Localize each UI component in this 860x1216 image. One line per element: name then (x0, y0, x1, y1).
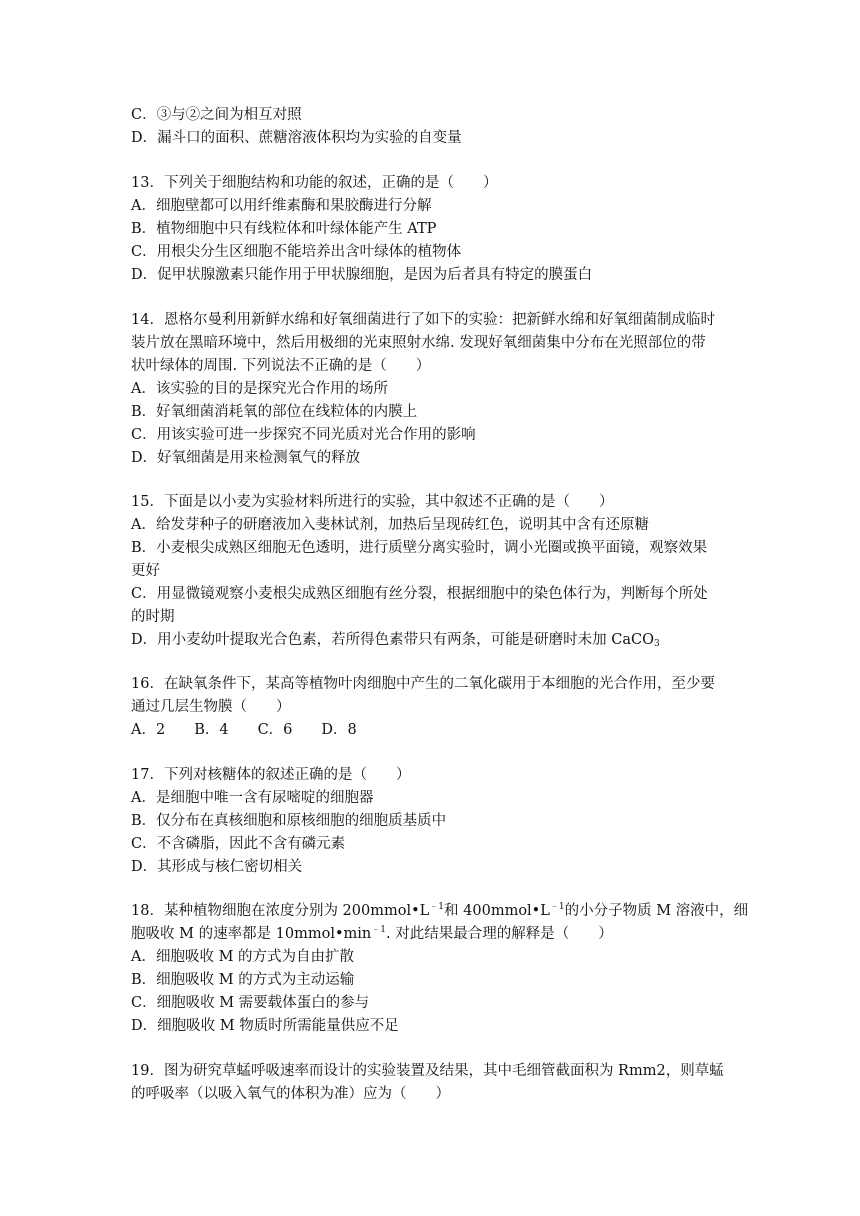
q14-option-a: A．该实验的目的是探究光合作用的场所 (131, 381, 388, 397)
q19-stem-line1: 19．图为研究草蜢呼吸速率而设计的实验装置及结果，其中毛细管截面积为 Rmm2，则草蜢 (131, 1063, 724, 1079)
q18-stem-line1 (131, 900, 748, 922)
q15-option-a: A．给发芽种子的研磨液加入斐林试剂，加热后呈现砖红色，说明其中含有还原糖 (131, 517, 649, 533)
q17-option-b: B．仅分布在真核细胞和原核细胞的细胞质基质中 (131, 813, 447, 829)
q16-stem-line1: 16．在缺氧条件下，某高等植物叶肉细胞中产生的二氧化碳用于本细胞的光合作用，至少要 (131, 676, 715, 692)
q13-option-c: C．用根尖分生区细胞不能培养出含叶绿体的植物体 (131, 244, 462, 260)
q18-option-a: A．细胞吸收 M 的方式为自由扩散 (131, 949, 355, 965)
q13-option-b: B．植物细胞中只有线粒体和叶绿体能产生 ATP (131, 221, 437, 237)
q18-text-3: 的小分子物质 M 溶液中，细 (564, 903, 749, 919)
q15-option-d-text: D．用小麦幼叶提取光合色素，若所得色素带只有两条，可能是研磨时未加 CaCO (131, 632, 654, 648)
q14-option-b: B．好氧细菌消耗氧的部位在线粒体的内膜上 (131, 404, 418, 420)
q15-option-b-line2: 更好 (131, 563, 160, 579)
q15-option-c-line1: C．用显微镜观察小麦根尖成熟区细胞有丝分裂，根据细胞中的染色体行为，判断每个所处 (131, 586, 708, 602)
q18-text-1: 18．某种植物细胞在浓度分别为 200mmol•L (131, 903, 430, 919)
q17-stem: 17．下列对核糖体的叙述正确的是（ ） (131, 767, 411, 783)
q17-option-c: C．不含磷脂，因此不含有磷元素 (131, 836, 346, 852)
q15-option-b-line1: B．小麦根尖成熟区细胞无色透明，进行质壁分离实验时，调小光圈或换平面镜，观察效果 (131, 540, 708, 556)
q15-option-d (131, 629, 660, 651)
q15-option-d-subscript: 3 (653, 639, 660, 649)
q13-option-a: A．细胞壁都可以用纤维素酶和果胶酶进行分解 (131, 198, 432, 214)
q18-sup-3: ﹣1 (371, 925, 387, 935)
q17-option-d: D．其形成与核仁密切相关 (131, 859, 303, 875)
q18-text-2: 和 400mmol•L (444, 903, 550, 919)
q18-option-b: B．细胞吸收 M 的方式为主动运输 (131, 972, 355, 988)
q14-option-c: C．用该实验可进一步探究不同光质对光合作用的影响 (131, 427, 476, 443)
q19-stem-line2: 的呼吸率（以吸入氧气的体积为准）应为（ ） (131, 1086, 450, 1102)
q13-stem: 13．下列关于细胞结构和功能的叙述，正确的是（ ） (131, 175, 498, 191)
q18-text-4: 胞吸收 M 的速率都是 10mmol•min (131, 926, 372, 942)
q14-stem-line1: 14．恩格尔曼利用新鲜水绵和好氧细菌进行了如下的实验：把新鲜水绵和好氧细菌制成临时 (131, 312, 715, 328)
q14-stem-line2: 装片放在黑暗环境中，然后用极细的光束照射水绵. 发现好氧细菌集中分布在光照部位的带 (131, 335, 706, 351)
q18-sup-1: ﹣1 (429, 902, 445, 912)
prev-option-c: C．③与②之间为相互对照 (131, 107, 302, 123)
q18-text-5: . 对此结果最合理的解释是（ ） (386, 926, 613, 942)
q17-option-a: A．是细胞中唯一含有尿嘧啶的细胞器 (131, 790, 374, 806)
q16-stem-line2: 通过几层生物膜（ ） (131, 699, 291, 715)
q13-option-d: D．促甲状腺激素只能作用于甲状腺细胞，是因为后者具有特定的膜蛋白 (131, 267, 593, 283)
q18-stem-line2 (131, 923, 613, 945)
q14-option-d: D．好氧细菌是用来检测氧气的释放 (131, 450, 361, 466)
q14-stem-line3: 状叶绿体的周围. 下列说法不正确的是（ ） (131, 358, 431, 374)
q18-option-d: D．细胞吸收 M 物质时所需能量供应不足 (131, 1018, 399, 1034)
q15-option-c-line2: 的时期 (131, 609, 175, 625)
q15-stem: 15．下面是以小麦为实验材料所进行的实验，其中叙述不正确的是（ ） (131, 494, 614, 510)
prev-option-d: D．漏斗口的面积、蔗糖溶液体积均为实验的自变量 (131, 130, 462, 146)
q18-option-c: C．细胞吸收 M 需要载体蛋白的参与 (131, 995, 370, 1011)
q18-sup-2: ﹣1 (549, 902, 565, 912)
q16-options: A．2 B．4 C．6 D．8 (131, 722, 357, 738)
